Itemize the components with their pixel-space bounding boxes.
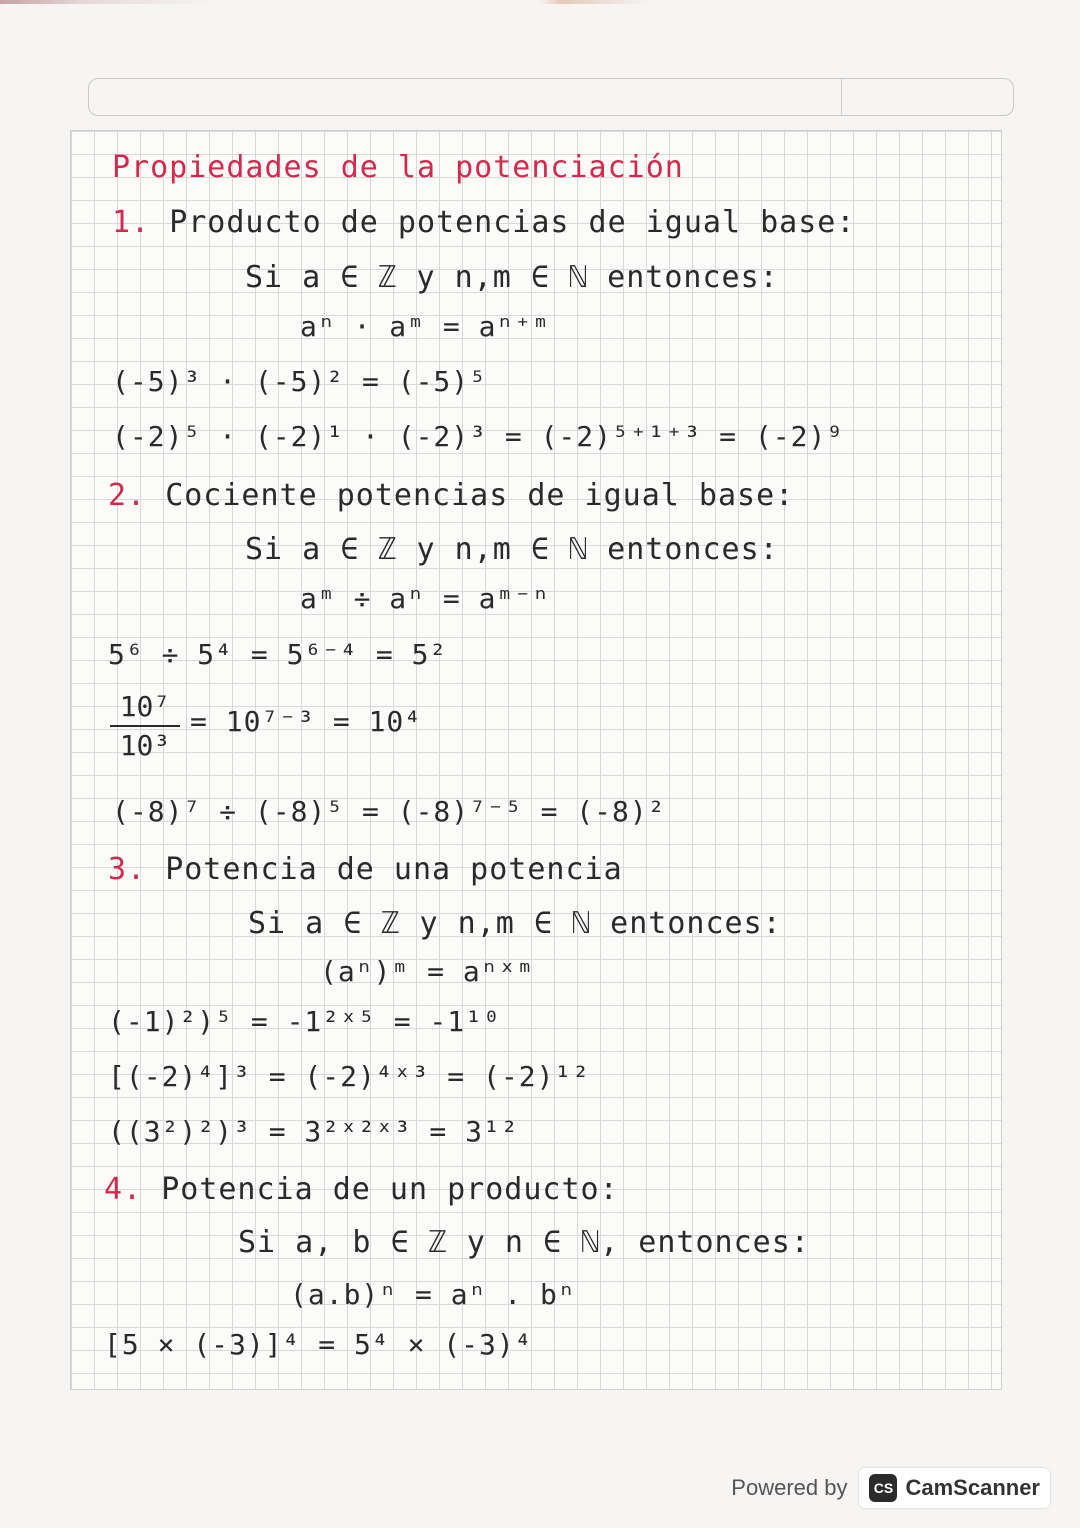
section-4-example: [5 × (-3)]⁴ = 5⁴ × (-3)⁴ xyxy=(104,1328,533,1361)
section-1-heading xyxy=(112,205,855,240)
section-2-heading xyxy=(108,478,794,513)
section-3-condition: Si a ∈ ℤ y n,m ∈ ℕ entonces: xyxy=(248,906,782,941)
fraction-result: = 10⁷⁻³ = 10⁴ xyxy=(190,705,423,738)
camscanner-logo-icon: CS xyxy=(869,1474,897,1502)
section-2-formula: aᵐ ÷ aⁿ = aᵐ⁻ⁿ xyxy=(300,582,551,615)
section-3-example: ((3²)²)³ = 3²ˣ²ˣ³ = 3¹² xyxy=(108,1115,519,1148)
fraction xyxy=(110,690,180,762)
section-4-condition: Si a, b ∈ ℤ y n ∈ ℕ, entonces: xyxy=(238,1225,810,1260)
section-1-condition: Si a ∈ ℤ y n,m ∈ ℕ entonces: xyxy=(245,260,779,295)
section-1-example: (-5)³ · (-5)² = (-5)⁵ xyxy=(112,365,488,398)
section-2-example: 5⁶ ÷ 5⁴ = 5⁶⁻⁴ = 5² xyxy=(108,638,448,671)
page-title: Propiedades de la potenciación xyxy=(112,150,684,185)
section-heading-text: Cociente potencias de igual base: xyxy=(165,478,795,513)
section-1-formula: aⁿ · aᵐ = aⁿ⁺ᵐ xyxy=(300,310,551,343)
section-heading-text: Producto de potencias de igual base: xyxy=(169,205,856,240)
powered-by-label: Powered by xyxy=(731,1475,848,1500)
section-2-condition: Si a ∈ ℤ y n,m ∈ ℕ entonces: xyxy=(245,532,779,567)
section-number: 1. xyxy=(112,205,151,240)
section-4-formula: (a.b)ⁿ = aⁿ . bⁿ xyxy=(290,1278,576,1311)
section-3-example: (-1)²)⁵ = -1²ˣ⁵ = -1¹⁰ xyxy=(108,1005,501,1038)
section-number: 4. xyxy=(104,1172,143,1207)
section-number: 3. xyxy=(108,852,147,887)
section-heading-text: Potencia de una potencia xyxy=(165,852,623,887)
fraction-bar xyxy=(110,725,180,727)
section-4-heading xyxy=(104,1172,619,1207)
camscanner-watermark xyxy=(731,1464,1050,1512)
fraction-numerator: 10⁷ xyxy=(119,690,171,723)
section-3-formula: (aⁿ)ᵐ = aⁿˣᵐ xyxy=(320,955,535,988)
camscanner-badge xyxy=(859,1468,1050,1508)
notebook-header-box xyxy=(88,78,1014,116)
top-edge xyxy=(0,0,1080,4)
section-number: 2. xyxy=(108,478,147,513)
section-heading-text: Potencia de un producto: xyxy=(161,1172,619,1207)
section-2-example: (-8)⁷ ÷ (-8)⁵ = (-8)⁷⁻⁵ = (-8)² xyxy=(112,795,666,828)
section-3-example: [(-2)⁴]³ = (-2)⁴ˣ³ = (-2)¹² xyxy=(108,1060,591,1093)
section-3-heading xyxy=(108,852,623,887)
fraction-denominator: 10³ xyxy=(119,729,171,762)
camscanner-brand: CamScanner xyxy=(905,1475,1040,1500)
section-1-example: (-2)⁵ · (-2)¹ · (-2)³ = (-2)⁵⁺¹⁺³ = (-2)⁹ xyxy=(112,420,845,453)
